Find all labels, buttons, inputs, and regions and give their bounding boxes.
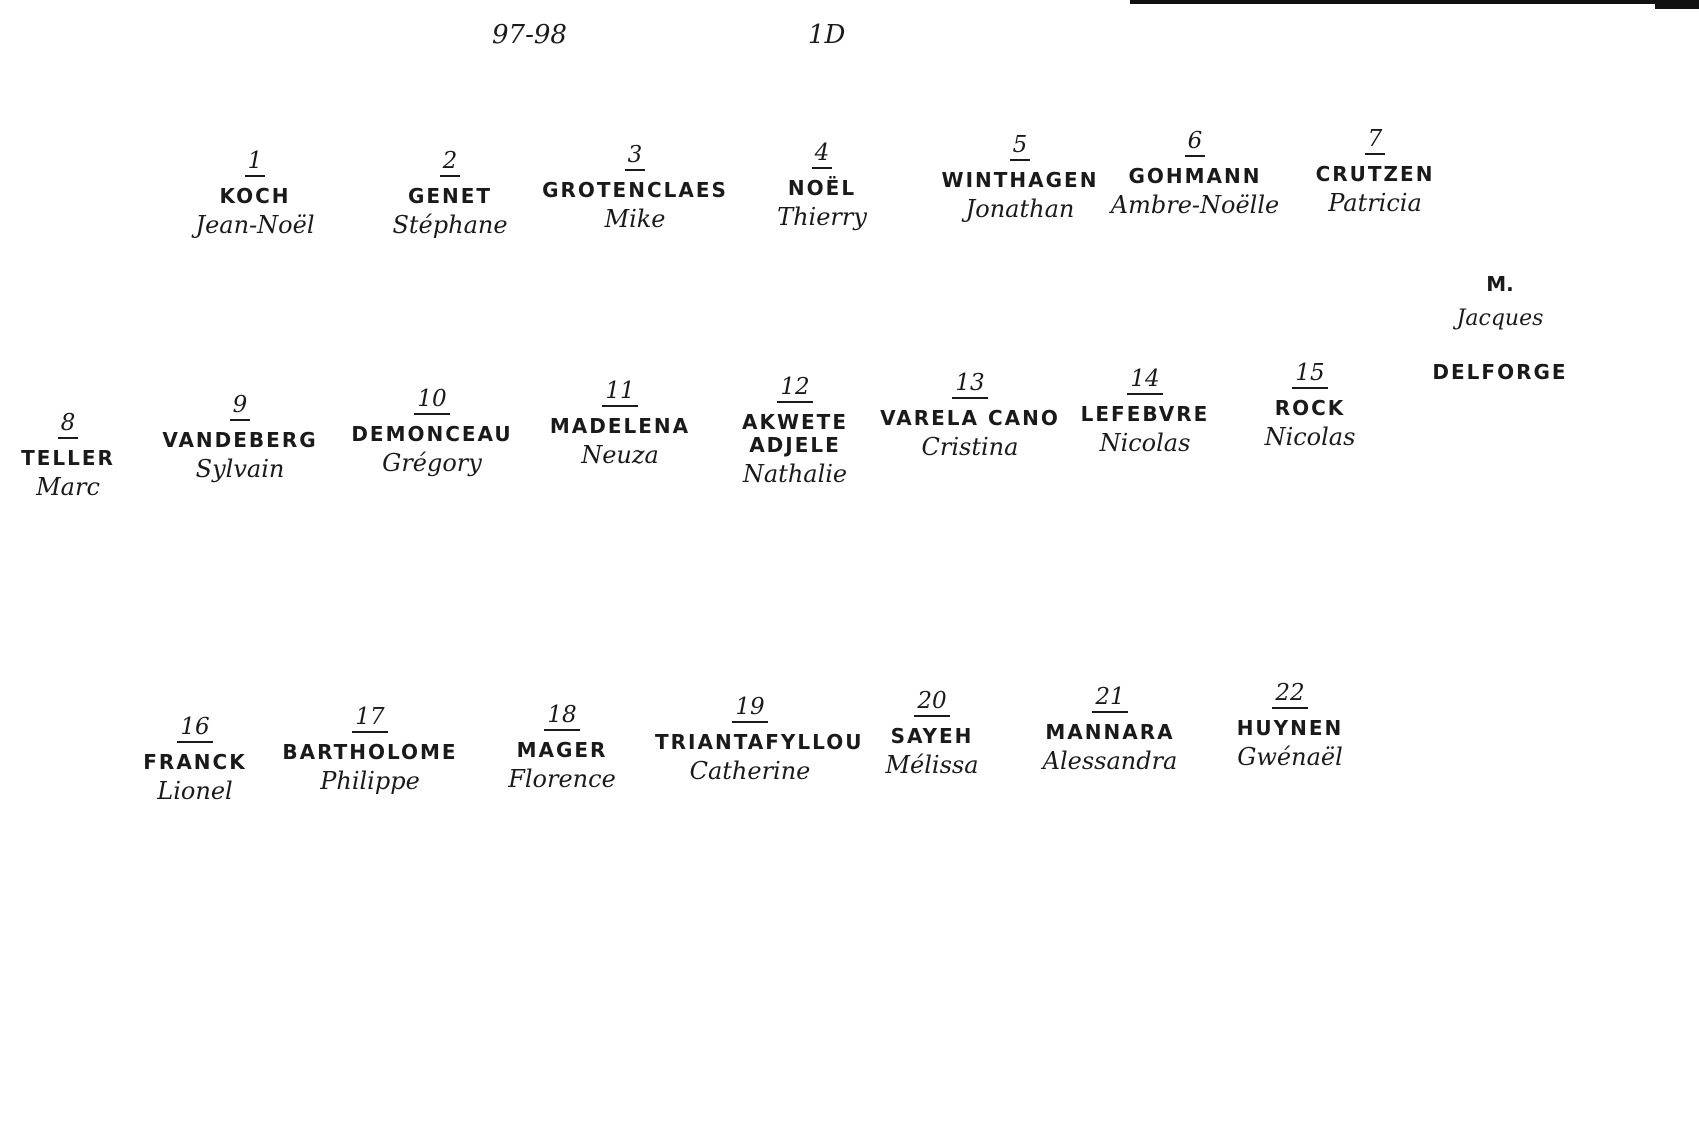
seat-number: 4 — [812, 140, 833, 169]
student-first-name: Lionel — [157, 777, 233, 806]
student-last-name: TRIANTAFYLLOU — [655, 730, 864, 755]
student-last-name: DEMONCEAU — [351, 422, 513, 447]
seat-21 — [1015, 684, 1205, 776]
student-first-name: Nathalie — [742, 460, 848, 489]
student-last-name: ROCK — [1274, 396, 1346, 421]
class-label: 1D — [808, 20, 846, 50]
seat-8 — [0, 410, 163, 502]
teacher-first-name: Jacques — [1456, 306, 1544, 331]
seat-number: 18 — [544, 702, 579, 731]
student-first-name: Catherine — [689, 757, 811, 786]
student-first-name: Ambre-Noëlle — [1110, 191, 1280, 220]
seat-9 — [145, 392, 335, 484]
seat-5 — [925, 132, 1115, 224]
seat-number: 17 — [352, 704, 387, 733]
seat-19 — [655, 694, 864, 786]
student-first-name: Alessandra — [1042, 747, 1178, 776]
student-last-name: CRUTZEN — [1315, 162, 1435, 187]
seat-number: 3 — [625, 142, 646, 171]
student-last-name: AKWETE ADJELE — [741, 410, 848, 458]
seat-14 — [1050, 366, 1240, 458]
student-last-name: HUYNEN — [1236, 716, 1344, 741]
seat-13 — [875, 370, 1065, 462]
teacher-title: M. — [1486, 272, 1514, 296]
student-first-name: Marc — [36, 473, 100, 502]
seat-number: 14 — [1127, 366, 1162, 395]
seat-22 — [1195, 680, 1385, 772]
student-last-name: NOËL — [787, 176, 857, 201]
student-first-name: Nicolas — [1264, 423, 1356, 452]
student-first-name: Jonathan — [965, 195, 1075, 224]
student-first-name: Philippe — [320, 767, 420, 796]
seat-16 — [100, 714, 290, 806]
seat-number: 7 — [1365, 126, 1386, 155]
teacher-block — [1410, 272, 1590, 384]
student-last-name: WINTHAGEN — [941, 168, 1099, 193]
seat-3 — [540, 142, 730, 234]
student-first-name: Grégory — [382, 449, 482, 478]
student-last-name: MADELENA — [549, 414, 691, 439]
seat-11 — [525, 378, 715, 470]
student-last-name: MAGER — [516, 738, 608, 763]
seat-number: 19 — [732, 694, 767, 723]
seat-number: 16 — [177, 714, 212, 743]
seat-2 — [355, 148, 545, 240]
student-last-name: GENET — [407, 184, 493, 209]
seat-18 — [467, 702, 657, 794]
seat-number: 15 — [1292, 360, 1327, 389]
student-first-name: Mélissa — [885, 751, 979, 780]
seat-7 — [1280, 126, 1470, 218]
teacher-last-name: DELFORGE — [1432, 360, 1568, 385]
student-first-name: Cristina — [921, 433, 1019, 462]
student-last-name: BARTHOLOME — [282, 740, 458, 765]
seat-number: 6 — [1185, 128, 1206, 157]
student-first-name: Mike — [604, 205, 666, 234]
student-first-name: Gwénaël — [1237, 743, 1343, 772]
seat-20 — [837, 688, 1027, 780]
seat-12 — [700, 374, 890, 489]
seat-4 — [727, 140, 917, 232]
scan-edge-corner — [1655, 0, 1699, 9]
student-first-name: Thierry — [777, 203, 867, 232]
seat-17 — [275, 704, 465, 796]
seat-number: 1 — [245, 148, 266, 177]
seat-number: 12 — [777, 374, 812, 403]
seat-number: 10 — [414, 386, 449, 415]
seat-number: 20 — [914, 688, 949, 717]
seat-number: 5 — [1010, 132, 1031, 161]
student-last-name: KOCH — [219, 184, 291, 209]
scan-edge — [1130, 0, 1699, 4]
student-last-name: LEFEBVRE — [1080, 402, 1210, 427]
student-last-name: VANDEBERG — [162, 428, 318, 453]
student-last-name: TELLER — [21, 446, 115, 471]
seat-6 — [1100, 128, 1290, 220]
student-first-name: Stéphane — [392, 211, 508, 240]
student-last-name: MANNARA — [1045, 720, 1175, 745]
school-year: 97-98 — [492, 20, 567, 50]
student-first-name: Neuza — [581, 441, 659, 470]
seat-15 — [1215, 360, 1405, 452]
seat-number: 21 — [1092, 684, 1127, 713]
seat-number: 11 — [602, 378, 637, 407]
student-last-name: VARELA CANO — [880, 406, 1060, 431]
student-first-name: Patricia — [1328, 189, 1422, 218]
seat-number: 22 — [1272, 680, 1307, 709]
seat-number: 8 — [58, 410, 79, 439]
student-first-name: Nicolas — [1099, 429, 1191, 458]
student-last-name: FRANCK — [143, 750, 247, 775]
student-last-name: GROTENCLAES — [542, 178, 728, 203]
seat-number: 2 — [440, 148, 461, 177]
seat-number: 9 — [230, 392, 251, 421]
seat-number: 13 — [952, 370, 987, 399]
student-first-name: Sylvain — [195, 455, 285, 484]
student-last-name: GOHMANN — [1128, 164, 1262, 189]
student-first-name: Jean-Noël — [195, 211, 315, 240]
student-last-name: SAYEH — [890, 724, 974, 749]
student-first-name: Florence — [508, 765, 616, 794]
seat-10 — [337, 386, 527, 478]
seat-1 — [160, 148, 350, 240]
